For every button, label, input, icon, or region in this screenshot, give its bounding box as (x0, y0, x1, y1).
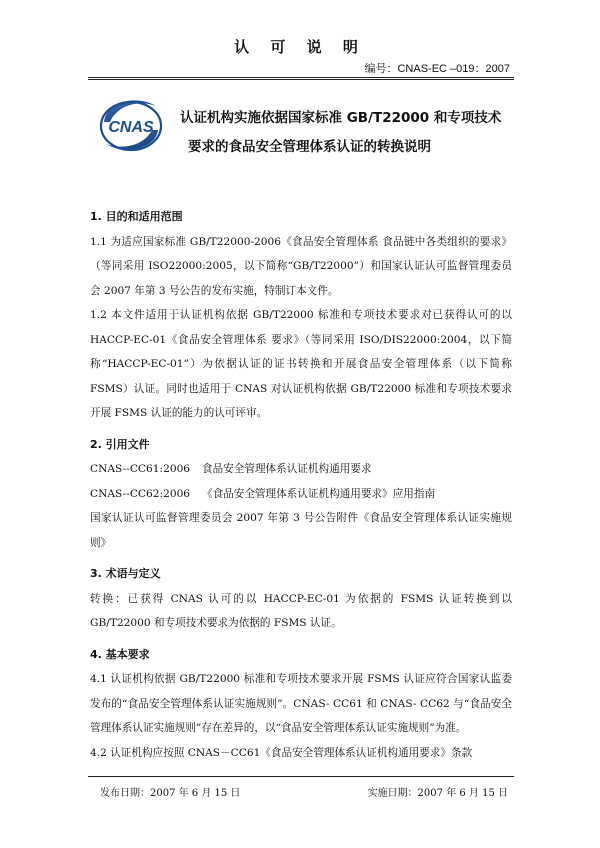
cnas-logo (96, 92, 166, 158)
header-rule-bottom (88, 79, 514, 80)
section-1-1-paragraph: 1.1 为适应国家标准 GB/T22000-2006《食品安全管理体系 食品链中各类组织的要求》（等同采用 ISO22000:2005，以下简称“GB/T22000”）和国家认证认可监督管理委员会 2007 年第 3 号公告的发布实施，特制订本文件。 (90, 235, 512, 297)
reference-item (90, 457, 512, 482)
reference-code: CNAS--CC61:2006 (90, 463, 191, 475)
document-number: 编号：CNAS-EC –019：2007 (364, 63, 510, 75)
reference-title: 《食品安全管理体系认证机构通用要求》应用指南 (202, 487, 436, 500)
effective-date: 实施日期：2007 年 6 月 15 日 (367, 788, 508, 799)
section-4-1-paragraph: 4.1 认证机构依据 GB/T22000 标准和专项技术要求开展 FSMS 认证应符合国家认监委发布的“食品安全管理体系认证实施规则”。CNAS- CC61 和 CNAS- CC62 与“食品安全管理体系认证实施规则”存在差异的，以“食品安全管理体系认证实施规则”为准。 (90, 673, 512, 734)
document-title-line1: 认证机构实施依据国家标准 GB/T22000 和专项技术 (180, 110, 502, 126)
document-body (90, 205, 512, 765)
section-4-heading: 4. 基本要求 (90, 647, 150, 661)
header-rule-top (88, 77, 514, 78)
footer-rule (88, 776, 514, 777)
section-1-2-paragraph: 1.2 本文件适用于认证机构依据 GB/T22000 标准和专项技术要求对已获得认可的以 HACCP-EC-01《食品安全管理体系 要求》（等同采用 ISO/DIS22000:2004，以下简称“HACCP-EC-01”）为依据认证的证书转换和开展食品安全管理体系（以下简称 FSMS）认证。同时也适用于 CNAS 对认证机构依据 GB/T22000 标准和专项技术要求开展 FSMS 认证的能力的认可评审。 (90, 309, 512, 419)
section-2-heading: 2. 引用文件 (90, 437, 150, 451)
document-title (180, 104, 520, 162)
page-header-title: 认 可 说 明 (234, 38, 366, 56)
publish-date: 发布日期：2007 年 6 月 15 日 (100, 788, 241, 799)
section-3-heading: 3. 术语与定义 (90, 567, 161, 580)
reference-item: 国家认证认可监督管理委员会 2007 年第 3 号公告附件《食品安全管理体系认证实施规则》 (90, 512, 512, 549)
section-4-2-paragraph: 4.2 认证机构应按照 CNAS－CC61《食品安全管理体系认证机构通用要求》条款 (90, 746, 473, 759)
reference-code: CNAS--CC62:2006 (90, 487, 191, 500)
logo-text: CNAS (108, 119, 154, 136)
document-title-line2: 要求的食品安全管理体系认证的转换说明 (188, 139, 431, 155)
reference-item (90, 482, 512, 507)
reference-title: 食品安全管理体系认证机构通用要求 (202, 463, 372, 475)
section-3-paragraph: 转换：已获得 CNAS 认可的以 HACCP-EC-01 为依据的 FSMS 认证转换到以 GB/T22000 和专项技术要求为依据的 FSMS 认证。 (90, 592, 512, 629)
section-1-heading: 1. 目的和适用范围 (90, 210, 183, 223)
